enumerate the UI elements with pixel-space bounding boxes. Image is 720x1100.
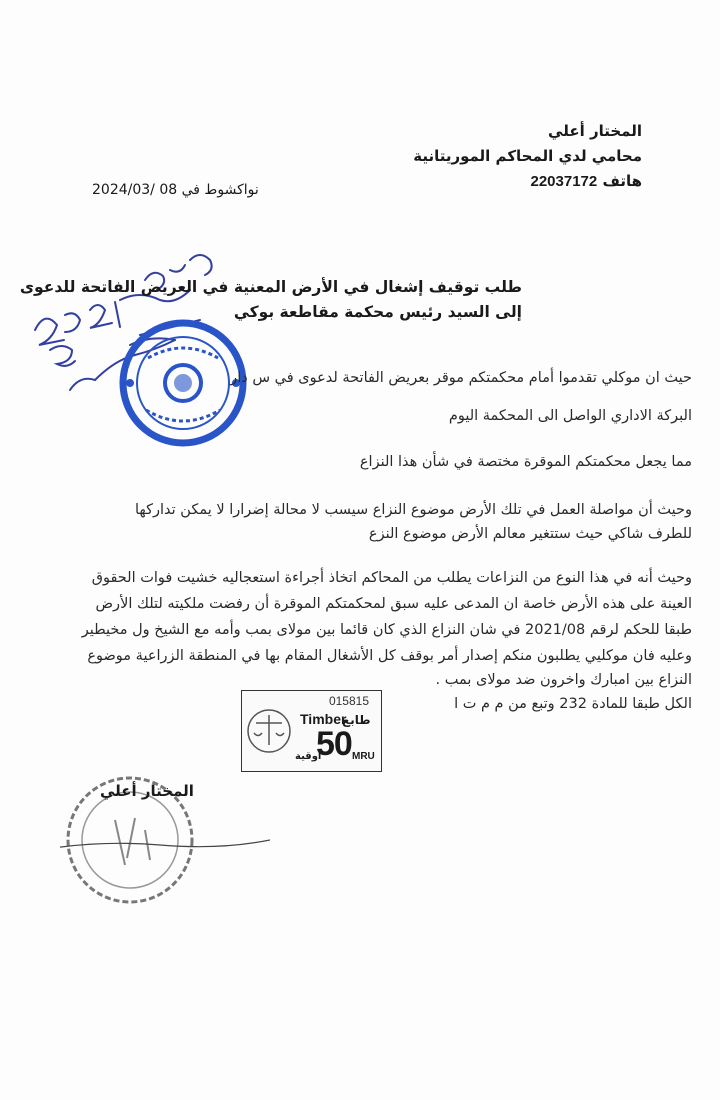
court-seal-stamp bbox=[118, 318, 248, 448]
lawyer-name: المختار أعلي bbox=[548, 122, 642, 140]
lawyer-title: محامي لدي المحاكم الموريتانية bbox=[413, 147, 642, 165]
phone-line bbox=[530, 172, 642, 190]
body-p1-l1: حيث ان موكلي تقدموا أمام محكمتكم موقر بعريض الفاتحة لدعوى في س دار bbox=[230, 370, 692, 386]
fiscal-stamp bbox=[241, 690, 382, 772]
body-p5-l1: وعليه فان موكليي يطلبون منكم إصدار أمر بوقف كل الأشغال المقام بها في المنطقة الزراعية موضوع bbox=[87, 648, 692, 664]
subject-line-1: طلب توقيف إشغال في الأرض المعنية في العريض الفاتحة للدعوى bbox=[19, 278, 522, 296]
body-p1-l2: البركة الاداري الواصل الى المحكمة اليوم bbox=[448, 408, 692, 424]
date-line: نواكشوط في 08 /2024/03 bbox=[92, 182, 259, 198]
body-p6: الكل طبقا للمادة 232 وتبع من م م ت ا bbox=[454, 696, 692, 712]
body-p3-l2: للطرف شاكي حيث ستتغير معالم الأرض موضوع النزع bbox=[368, 526, 692, 542]
stamp-unit-arabic: أوقية bbox=[295, 751, 322, 762]
phone-number: 22037172 bbox=[530, 173, 598, 190]
signature-name: المختار أعلي bbox=[100, 782, 194, 800]
stamp-unit-latin: MRU bbox=[352, 751, 375, 762]
stamp-number: 015815 bbox=[328, 694, 369, 708]
phone-label: هاتف bbox=[602, 172, 642, 190]
body-p2: مما يجعل محكمتكم الموقرة مختصة في شأن هذا النزاع bbox=[359, 454, 692, 470]
body-p4-l3: طبقا للحكم لرقم 2021/08 في شان النزاع الذي كان قائما بين مولاى بمب وأمه مع الشيخ ول مخيطير bbox=[81, 622, 692, 638]
body-p5-l2: النزاع بين امبارك واخرون ضد مولاى بمب . bbox=[435, 672, 692, 688]
stamp-word-latin: Timber bbox=[300, 711, 347, 727]
subject-line-2: إلى السيد رئيس محكمة مقاطعة بوكي bbox=[233, 303, 522, 321]
stamp-value: 50 bbox=[316, 725, 352, 763]
body-p4-l2: العينة على هذه الأرض خاصة ان المدعى عليه سبق لمحكمتكم الموقرة أن رفضت ملكيته لتلك الأرض bbox=[95, 596, 692, 612]
body-p4-l1: وحيث أنه في هذا النوع من النزاعات يطلب من المحاكم اتخاذ أجراءة استعجاليه خشيت فوات الحقوق bbox=[91, 570, 692, 586]
scales-of-justice-icon bbox=[246, 699, 292, 763]
stamp-word-arabic: طابع bbox=[342, 713, 371, 727]
body-p3-l1: وحيث أن مواصلة العمل في تلك الأرض موضوع النزاع سيسب لا محالة إضرارا لا يمكن تداركها bbox=[134, 502, 692, 518]
